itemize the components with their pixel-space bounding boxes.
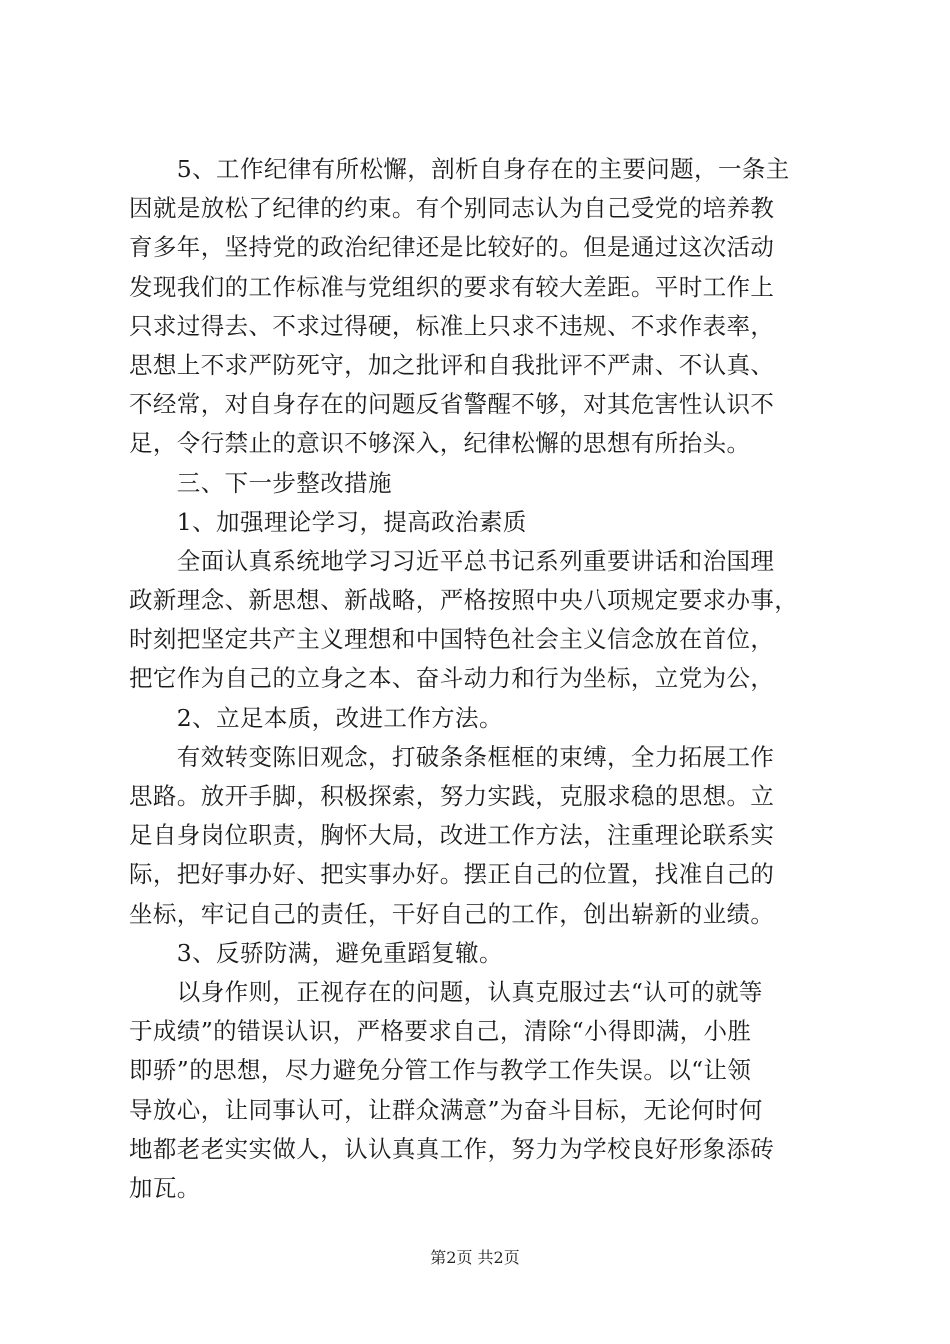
text-line: 际，把好事办好、把实事办好。摆正自己的位置，找准自己的 bbox=[129, 860, 775, 889]
page-footer bbox=[0, 1245, 950, 1268]
text-line: 5、工作纪律有所松懈，剖析自身存在的主要问题，一条主 bbox=[129, 155, 790, 183]
text-line: 时刻把坚定共产主义理想和中国特色社会主义信念放在首位， bbox=[129, 625, 775, 654]
text-line: 坐标，牢记自己的责任，干好自己的工作，创出崭新的业绩。 bbox=[129, 899, 775, 928]
section-heading: 三、下一步整改措施 bbox=[129, 468, 392, 497]
text-line: 导放心，让同事认可，让群众满意”为奋斗目标，无论何时何 bbox=[129, 1095, 763, 1124]
text-line: 以身作则，正视存在的问题，认真克服过去“认可的就等 bbox=[129, 977, 763, 1006]
text-line: 加瓦。 bbox=[129, 1173, 201, 1202]
subsection-heading: 3、反骄防满，避免重蹈复辙。 bbox=[129, 938, 503, 967]
text-line: 于成绩”的错误认识，严格要求自己，清除“小得即满，小胜 bbox=[129, 1017, 752, 1046]
document-body bbox=[129, 150, 841, 1208]
text-line: 即骄”的思想，尽力避免分管工作与教学工作失误。以“让领 bbox=[129, 1056, 752, 1085]
text-line: 足自身岗位职责，胸怀大局，改进工作方法，注重理论联系实 bbox=[129, 821, 775, 850]
subsection-heading: 2、立足本质，改进工作方法。 bbox=[129, 703, 503, 732]
text-line: 不经常，对自身存在的问题反省警醒不够，对其危害性认识不 bbox=[129, 390, 775, 419]
text-line: 政新理念、新思想、新战略，严格按照中央八项规定要求办事， bbox=[129, 586, 799, 615]
page-number-label: 第2页 共2页 bbox=[430, 1248, 520, 1267]
text-line: 只求过得去、不求过得硬，标准上只求不违规、不求作表率， bbox=[129, 311, 775, 340]
text-line: 有效转变陈旧观念，打破条条框框的束缚，全力拓展工作 bbox=[129, 742, 775, 771]
text-line: 思想上不求严防死守，加之批评和自我批评不严肃、不认真、 bbox=[129, 350, 775, 379]
text-line: 发现我们的工作标准与党组织的要求有较大差距。平时工作上 bbox=[129, 272, 775, 301]
text-line: 把它作为自己的立身之本、奋斗动力和行为坐标，立党为公， bbox=[129, 664, 775, 693]
text-line: 因就是放松了纪律的约束。有个别同志认为自己受党的培养教 bbox=[129, 194, 775, 223]
subsection-heading: 1、加强理论学习，提高政治素质 bbox=[129, 507, 527, 536]
text-line: 思路。放开手脚，积极探索，努力实践，克服求稳的思想。立 bbox=[129, 782, 775, 810]
text-line: 全面认真系统地学习习近平总书记系列重要讲话和治国理 bbox=[129, 546, 775, 575]
text-line: 地都老老实实做人，认认真真工作，努力为学校良好形象添砖 bbox=[129, 1134, 775, 1163]
text-line: 育多年，坚持党的政治纪律还是比较好的。但是通过这次活动 bbox=[129, 233, 775, 262]
text-line: 足，令行禁止的意识不够深入，纪律松懈的思想有所抬头。 bbox=[129, 429, 751, 458]
